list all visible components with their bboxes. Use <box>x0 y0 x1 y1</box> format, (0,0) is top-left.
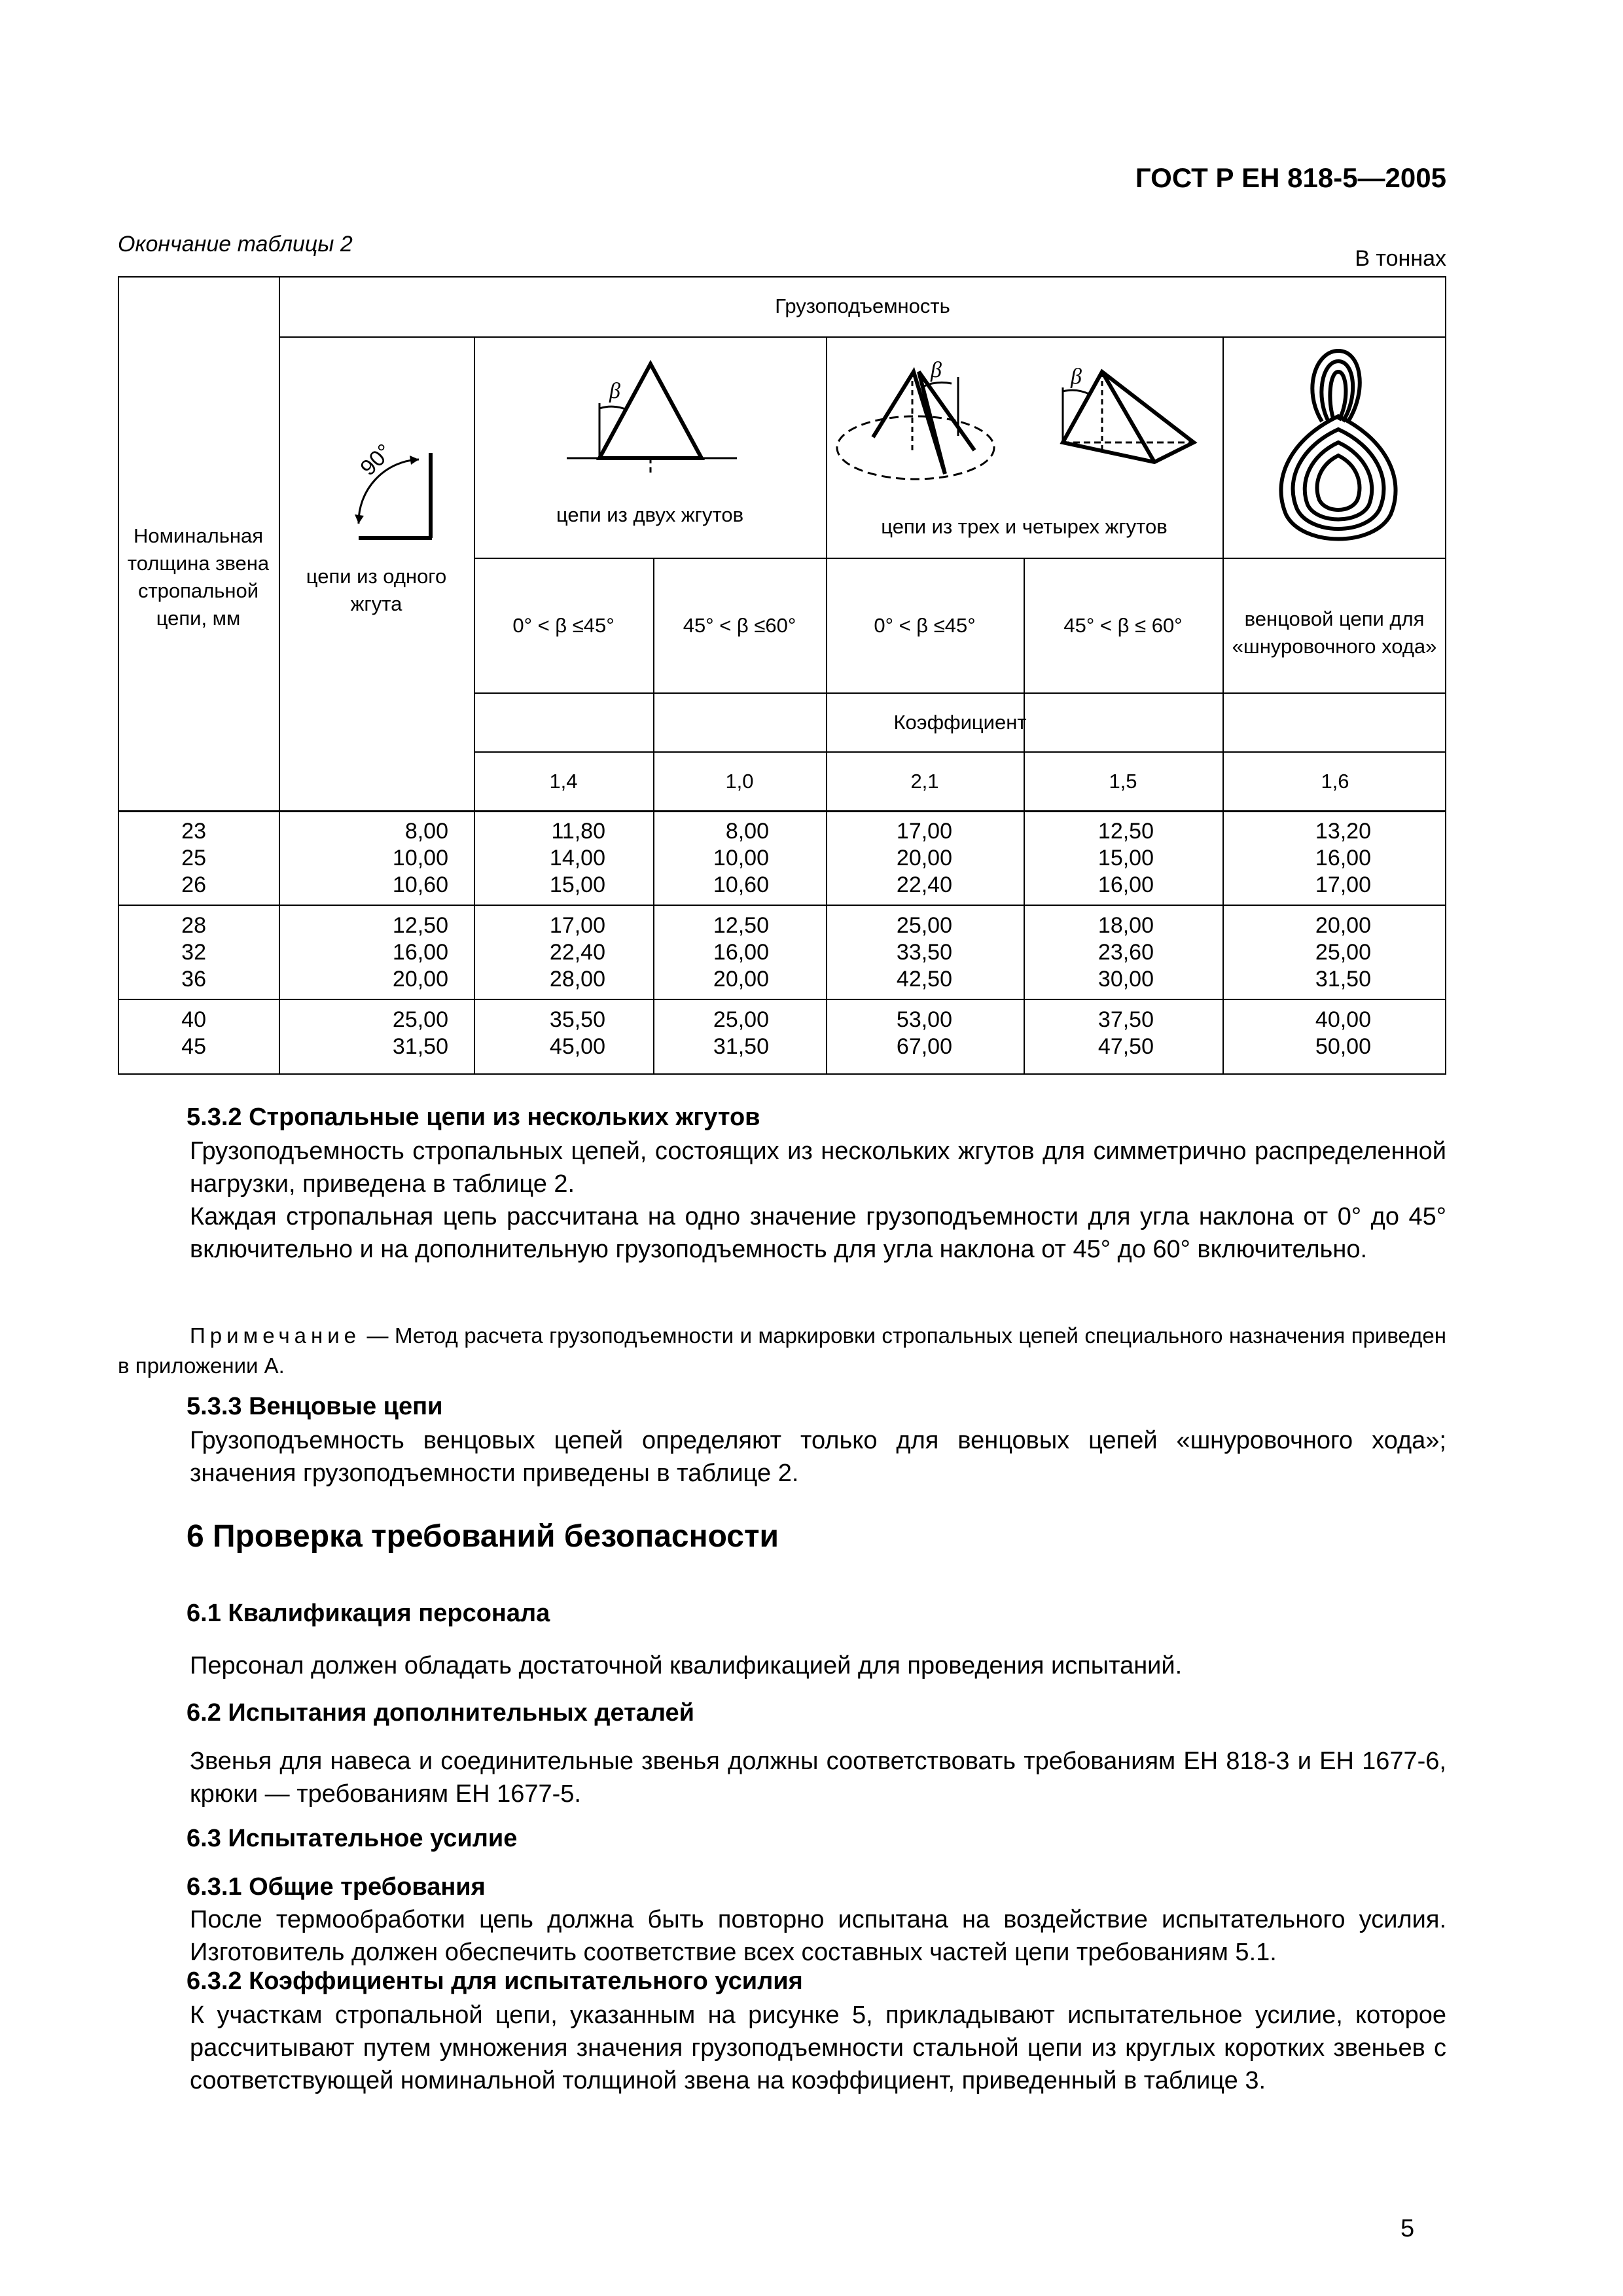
header-capacity: Грузоподъемность <box>775 295 950 318</box>
header-nominal-thickness: Номинальная толщина звена стропальной цепи, мм <box>127 524 270 630</box>
beta-label: β <box>609 379 620 403</box>
paragraph <box>118 1135 1446 1266</box>
capacity-values: 11,80 14,00 15,00 <box>549 819 605 897</box>
header-angle: 0° < β ≤45° <box>512 614 615 637</box>
note <box>118 1321 1446 1381</box>
angle-90-label: 90° <box>355 439 397 481</box>
capacity-values: 13,20 16,00 17,00 <box>1315 819 1371 897</box>
capacity-values: 17,00 22,40 28,00 <box>549 913 605 992</box>
s532-paragraph-1: Грузоподъемность стропальных цепей, состоящих из нескольких жгутов для симметрично распределенной нагрузки, приведена в таблице 2. <box>190 1138 1446 1198</box>
header-coefficient: Коэффициент <box>893 711 1027 734</box>
capacity-values: 12,50 16,00 20,00 <box>392 913 448 992</box>
paragraph <box>118 1424 1446 1490</box>
header-angle: 0° < β ≤45° <box>874 614 976 637</box>
header-single-leg: цепи из одного жгута <box>306 565 447 615</box>
capacity-values: 8,00 10,00 10,60 <box>392 819 448 897</box>
header-three-four-leg: цепи из трех и четырех жгутов <box>881 515 1168 539</box>
s61-paragraph: Персонал должен обладать достаточной квалификацией для проведения испытаний. <box>190 1652 1183 1679</box>
section-6-title: 6 Проверка требований безопасности <box>187 1519 779 1554</box>
capacity-values: 53,00 67,00 <box>896 1007 952 1059</box>
two-leg-diagram-icon <box>475 338 826 495</box>
section-5-3-3-title: 5.3.3 Венцовые цепи <box>187 1393 443 1420</box>
capacity-table <box>118 276 1446 1075</box>
endless-lace-chain-icon <box>1224 338 1445 558</box>
coefficient-value: 2,1 <box>910 770 939 793</box>
capacity-values: 17,00 20,00 22,40 <box>896 819 952 897</box>
capacity-values: 8,00 10,00 10,60 <box>713 819 769 897</box>
section-6-3-title: 6.3 Испытательное усилие <box>187 1825 518 1852</box>
section-5-3-2-title: 5.3.2 Стропальные цепи из нескольких жгутов <box>187 1103 760 1131</box>
table-caption: Окончание таблицы 2 <box>118 232 353 257</box>
grid-line <box>118 905 1446 906</box>
grid-line <box>118 810 1446 812</box>
paragraph <box>118 1999 1446 2097</box>
beta-label: β <box>931 358 942 382</box>
coefficient-value: 1,5 <box>1109 770 1137 793</box>
thickness-values: 40 45 <box>181 1007 206 1059</box>
table-units: В тоннах <box>1355 246 1446 271</box>
capacity-values: 25,00 31,50 <box>713 1007 769 1059</box>
table-border <box>1445 276 1446 1075</box>
section-6-3-1-title: 6.3.1 Общие требования <box>187 1873 486 1901</box>
table-border <box>118 1073 1446 1075</box>
capacity-values: 35,50 45,00 <box>549 1007 605 1059</box>
header-angle: 45° < β ≤60° <box>683 614 796 637</box>
single-leg-diagram-icon <box>280 338 474 558</box>
s632-paragraph: К участкам стропальной цепи, указанным на рисунке 5, прикладывают испытательное усилие, которое рассчитывают путем умножения значения грузоподъемности стальной цепи из круглых коротких звеньев с соответствующей номинальной толщиной звена на коэффициент, приведенный в таблице 3. <box>190 2001 1446 2094</box>
page-number: 5 <box>1400 2215 1415 2242</box>
s533-paragraph-1: Грузоподъемность венцовых цепей определяют только для венцовых цепей «шнуровочного хода»; значения грузоподъемности приведены в таблице 2. <box>190 1427 1446 1487</box>
thickness-values: 28 32 36 <box>181 913 206 992</box>
paragraph <box>118 1649 1446 1682</box>
header-two-leg: цепи из двух жгутов <box>556 503 744 527</box>
coefficient-value: 1,0 <box>725 770 754 793</box>
capacity-values: 37,50 47,50 <box>1097 1007 1154 1059</box>
capacity-values: 12,50 16,00 20,00 <box>713 913 769 992</box>
paragraph <box>118 1903 1446 1969</box>
header-angle: 45° < β ≤ 60° <box>1063 614 1183 637</box>
s631-paragraph: После термообработки цепь должна быть повторно испытана на воздействие испытательного усилия. Изготовитель должен обеспечить соответствие всех составных частей цепи требованиям 5.1. <box>190 1906 1446 1966</box>
capacity-values: 25,00 31,50 <box>392 1007 448 1059</box>
note-text: — Метод расчета грузоподъемности и маркировки стропальных цепей специального назначения приведен в приложении А. <box>118 1323 1446 1378</box>
coefficient-value: 1,4 <box>549 770 578 793</box>
paragraph <box>118 1745 1446 1810</box>
capacity-values: 40,00 50,00 <box>1315 1007 1371 1059</box>
capacity-values: 25,00 33,50 42,50 <box>896 913 952 992</box>
document-header: ГОСТ Р ЕН 818-5—2005 <box>1135 162 1446 193</box>
three-four-leg-diagram-icon <box>827 338 1222 508</box>
capacity-values: 12,50 15,00 16,00 <box>1097 819 1154 897</box>
header-endless-lace: венцовой цепи для «шнуровочного хода» <box>1232 607 1437 658</box>
coefficient-value: 1,6 <box>1321 770 1349 793</box>
section-6-2-title: 6.2 Испытания дополнительных деталей <box>187 1699 694 1727</box>
s62-paragraph: Звенья для навеса и соединительные звенья должны соответствовать требованиям ЕН 818-3 и ЕН 1677-6, крюки — требованиям ЕН 1677-5. <box>190 1748 1446 1808</box>
note-label: Примечание <box>190 1323 361 1348</box>
s532-paragraph-2: Каждая стропальная цепь рассчитана на одно значение грузоподъемности для угла наклона от 0° до 45° включительно и на дополнительную грузоподъемность для угла наклона от 45° до 60° включительно. <box>190 1203 1446 1263</box>
capacity-values: 20,00 25,00 31,50 <box>1315 913 1371 992</box>
section-6-1-title: 6.1 Квалификация персонала <box>187 1600 550 1627</box>
section-6-3-2-title: 6.3.2 Коэффициенты для испытательного усилия <box>187 1967 803 1995</box>
capacity-values: 18,00 23,60 30,00 <box>1097 913 1154 992</box>
thickness-values: 23 25 26 <box>181 819 206 897</box>
beta-label: β <box>1071 365 1082 389</box>
grid-line <box>118 999 1446 1000</box>
